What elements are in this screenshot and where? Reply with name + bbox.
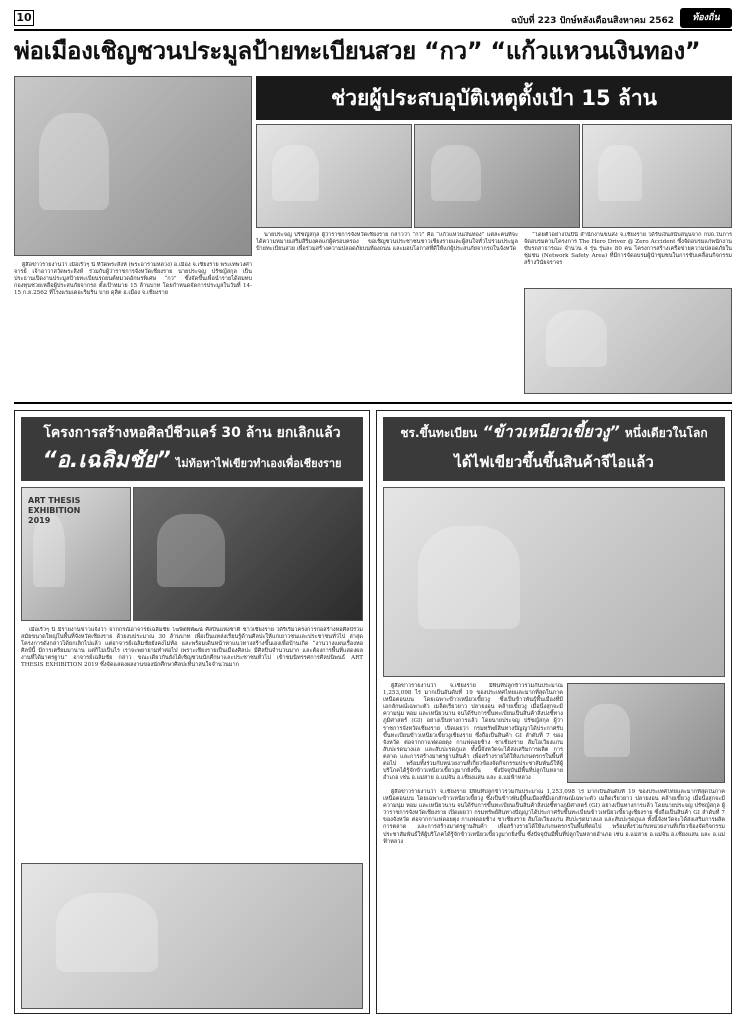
page-header [14,8,732,30]
photo-gallery-wall [21,863,363,1009]
photo-exhibition-hall [133,487,363,621]
poster-text: ART THESIS EXHIBITION 2019 [28,496,81,525]
art-headline-name: “อ.เฉลิมชัย” [42,448,171,473]
art-headline-line1: โครงการสร้างหอศิลป์ชีวแคร์ 30 ล้าน ยกเลิกแล้ว [43,425,341,441]
art-body: เมื่อเร็วๆ นี้ มีรายงานข่าวแจ้งว่า จากกรณีอาจารย์เฉลิมชัย โฆษิตพิพัฒน์ ศิลปินแห่งชาติ ชาวเชียงราย ได้ริเริ่มโครงการก่อสร้างหอศิลป์ร่วมสมัยขนาดใหญ่ในพื้นที่จังหวัดเชียงราย ด้วยงบประมาณ 30 ล้านบาท เพื่อเป็นแหล่งเรียนรู้ด้านศิลปะให้แก่เยาวชนและประชาชนทั่วไป ล่าสุดโครงการดังกล่าวได้ยกเลิกไปแล้ว แต่อาจารย์เฉลิมชัยยังคงไม่ท้อ และพร้อมเดินหน้าหาแนวทางสร้างขึ้นเองเพื่อบ้านเกิด “งานวางแผนเรื่องหอศิลป์นี้ มีการเตรียมมานาน แต่ก็ไม่เป็นไร เราจะพยายามทำต่อไป เพราะเชียงรายเป็นเมืองศิลปะ มีศิลปินจำนวนมาก และต้องการพื้นที่แสดงผลงานที่ได้มาตรฐาน” อาจารย์เฉลิมชัย กล่าว ขณะเดียวกันยังได้เชิญชวนนักศึกษาและประชาชนทั่วไป เข้าชมนิทรรศการศิลปนิพนธ์ ART THESIS EXHIBITION 2019 ซึ่งจัดแสดงผลงานของนักศึกษาศิลปะที่น่าสนใจจำนวนมาก [21,627,363,669]
rice-headline-line2: ได้ไฟเขียวขึ้นขึ้นสินค้าจีไอแล้ว [454,453,654,471]
lead-headline: พ่อเมืองเชิญชวนประมูลป้ายทะเบียนสวย “กว” “แก้วแหวนเงินทอง” [14,37,701,65]
art-story [14,410,370,1014]
rice-headline-quote: “ข้าวเหนียวเขี้ยวงู” [482,422,620,441]
photo-monk-ceremony [14,76,252,256]
page-number: 10 [14,10,34,26]
lead-column-3: “โดยตัวอย่างในปีนี้ สำนักงานขนส่ง จ.เชียงราย ได้รับเงินสนับสนุนจาก กปถ.ในการจัดอบรมตามโครงการ The Hero Driver @ Zero Accident ซึ่งจัดอบรมแก่พนักงานขับรถสาธารณะ จำนวน 4 รุ่น รุ่นละ 80 คน โครงการสร้างเครือข่ายความปลอดภัยในชุมชน (Network Safety Area) ที่มีการจัดอบรมผู้นำชุมชนในการขับเคลื่อนกิจกรรมสร้างวินัยจราจร [524,232,732,267]
photo-group-officials [524,288,732,394]
photo-exhibition-poster [21,487,131,621]
rice-headline-box [383,417,725,481]
lead-column-2: นายประจญ ปรัชญ์สกุล ผู้ว่าราชการจังหวัดเชียงราย กล่าวว่า “กว” คือ “แก้วแหวนเงินทอง” แต่ละคนที่จะได้ความหมายเสริมสิริมงคลแก่ผู้ครอบครอง ขอเชิญชวนประชาชนชาวเชียงรายและผู้สนใจทั่วไปร่วมประมูลป้ายทะเบียนสวย เพื่อร่วมสร้างความปลอดภัยบนท้องถนน และมอบโอกาสที่ดีให้แก่ผู้ประสบภัยจากรถในจังหวัด [256,232,518,253]
lead-column-1: ผู้สื่อข่าวรายงานว่า เมื่อเร็วๆ นี้ ที่วัดพระสิงห์ (พระอารามหลวง) อ.เมือง จ.เชียงราย พระเทพวงศาจารย์ เจ้าอาวาสวัดพระสิงห์ ร่วมกับผู้ว่าราชการจังหวัดเชียงราย นายประจญ ปรัชญ์สกุล เป็นประธานเปิดงานประมูลป้ายทะเบียนรถยนต์หมวดอักษรพิเศษ “กว” ซึ่งจัดขึ้นเพื่อนำรายได้สมทบกองทุนช่วยเหลือผู้ประสบภัยจากรถ ตั้งเป้าหมาย 15 ล้านบาท โดยกำหนดจัดการประมูลในวันที่ 14-15 ก.ย.2562 ที่โรงแรมเดอะริมริน บาย ดุสิต อ.เมือง จ.เชียงราย [14,262,252,297]
photo-plate-auction-2 [414,124,580,228]
photo-rice-grains [567,683,725,783]
art-headline-line2 [21,445,363,480]
lead-banner: ช่วยผู้ประสบอุบัติเหตุตั้งเป้า 15 ล้าน [256,76,732,120]
art-headline-box [21,417,363,481]
art-headline-rest: ไม่ท้อหาไฟเขียวทำเองเพื่อเชียงราย [175,457,342,470]
rice-story [376,410,732,1014]
rice-body-1: ผู้สื่อข่าวรายงานว่า จ.เชียงราย มีพื้นที่ปลูกข้าวรวมกันประมาณ 1,253,098 ไร่ มากเป็นอันดับที่ 19 ของประเทศไทยและมากที่สุดในภาคเหนือตอนบน โดยเฉพาะข้าวเหนียวเขี้ยวงู ซึ่งเป็นข้าวพันธุ์พื้นเมืองที่มีเอกลักษณ์เฉพาะตัว เมล็ดเรียวยาว ปลายงอน คล้ายเขี้ยวงู เมื่อนึ่งสุกจะมีความนุ่ม หอม และเหนียวนาน จนได้รับการขึ้นทะเบียนเป็นสินค้าสิ่งบ่งชี้ทางภูมิศาสตร์ (GI) อย่างเป็นทางการแล้ว โดยนายประจญ ปรัชญ์สกุล ผู้ว่าราชการจังหวัดเชียงราย เปิดเผยว่า กรมทรัพย์สินทางปัญญาได้ประกาศรับขึ้นทะเบียนข้าวเหนียวเขี้ยวงูเชียงราย ซึ่งถือเป็นสินค้า GI ลำดับที่ 7 ของจังหวัด ต่อจากกาแฟดอยตุง กาแฟดอยช้าง ชาเชียงราย ส้มโอเวียงแก่น สับปะรดนางแล และสับปะรดภูแล ทั้งนี้จังหวัดจะได้ส่งเสริมการผลิต การตลาด และการสร้างมาตรฐานสินค้า เพื่อสร้างรายได้ให้แก่เกษตรกรในพื้นที่ต่อไป พร้อมทั้งร่วมกับหน่วยงานที่เกี่ยวข้องจัดกิจกรรมประชาสัมพันธ์ให้ผู้บริโภคได้รู้จักข้าวเหนียวเขี้ยวงูมากยิ่งขึ้น ซึ่งปัจจุบันมีพื้นที่ปลูกในหลายอำเภอ เช่น อ.แม่สาย อ.แม่จัน อ.เชียงแสน และ อ.แม่ฟ้าหลวง [383,683,563,782]
rice-headline-post: หนึ่งเดียวในโลก [624,426,708,440]
rice-body-2: ผู้สื่อข่าวรายงานว่า จ.เชียงราย มีพื้นที่ปลูกข้าวรวมกันประมาณ 1,253,098 ไร่ มากเป็นอันดับที่ 19 ของประเทศไทยและมากที่สุดในภาคเหนือตอนบน โดยเฉพาะข้าวเหนียวเขี้ยวงู ซึ่งเป็นข้าวพันธุ์พื้นเมืองที่มีเอกลักษณ์เฉพาะตัว เมล็ดเรียวยาว ปลายงอน คล้ายเขี้ยวงู เมื่อนึ่งสุกจะมีความนุ่ม หอม และเหนียวนาน จนได้รับการขึ้นทะเบียนเป็นสินค้าสิ่งบ่งชี้ทางภูมิศาสตร์ (GI) อย่างเป็นทางการแล้ว โดยนายประจญ ปรัชญ์สกุล ผู้ว่าราชการจังหวัดเชียงราย เปิดเผยว่า กรมทรัพย์สินทางปัญญาได้ประกาศรับขึ้นทะเบียนข้าวเหนียวเขี้ยวงูเชียงราย ซึ่งถือเป็นสินค้า GI ลำดับที่ 7 ของจังหวัด ต่อจากกาแฟดอยตุง กาแฟดอยช้าง ชาเชียงราย ส้มโอเวียงแก่น สับปะรดนางแล และสับปะรดภูแล ทั้งนี้จังหวัดจะได้ส่งเสริมการผลิต การตลาด และการสร้างมาตรฐานสินค้า เพื่อสร้างรายได้ให้แก่เกษตรกรในพื้นที่ต่อไป พร้อมทั้งร่วมกับหน่วยงานที่เกี่ยวข้องจัดกิจกรรมประชาสัมพันธ์ให้ผู้บริโภคได้รู้จักข้าวเหนียวเขี้ยวงูมากยิ่งขึ้น ซึ่งปัจจุบันมีพื้นที่ปลูกในหลายอำเภอ เช่น อ.แม่สาย อ.แม่จัน อ.เชียงแสน และ อ.แม่ฟ้าหลวง [383,789,725,845]
newspaper-logo-icon: ท้องถิ่น [680,8,732,28]
rice-headline-line1 [383,417,725,448]
photo-rice-products [383,487,725,677]
photo-plate-auction-1 [256,124,412,228]
rice-headline-pre: ชร.ขึ้นทะเบียน [400,426,478,440]
photo-plate-auction-3 [582,124,732,228]
section-rule [14,402,732,404]
header-rule [14,29,732,31]
issue-line: ฉบับที่ 223 ปักษ์หลังเดือนสิงหาคม 2562 [511,16,674,26]
